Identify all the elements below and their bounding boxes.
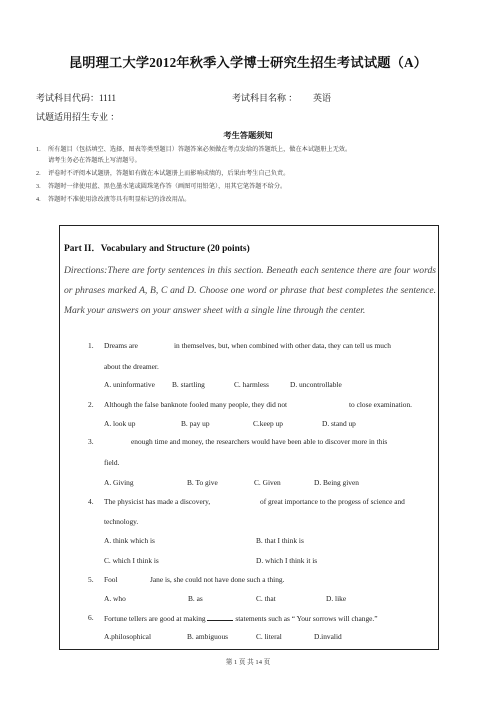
option-a: A. uninformative xyxy=(104,380,155,389)
option-c: C. literal xyxy=(256,632,282,641)
notice-item-number: 1. xyxy=(36,146,41,153)
option-b: B. To give xyxy=(187,478,218,487)
question-text: of great importance to the progess of science and xyxy=(260,497,405,506)
question-text: Although the false banknote fooled many people, they did not xyxy=(104,400,288,409)
exam-code: 考试科目代码：1111 xyxy=(36,93,116,103)
notice-item xyxy=(36,144,351,153)
option-b: B. that I think is xyxy=(256,536,304,545)
option-d: D.invalid xyxy=(314,632,342,641)
option-d: D. like xyxy=(326,594,347,603)
notice-item-number: 2. xyxy=(36,170,41,177)
question-text: Fool xyxy=(104,575,118,584)
option-b: B. ambiguous xyxy=(187,632,229,641)
question-text: Jane is, she could not have done such a thing. xyxy=(150,575,285,584)
question-text: The physicist has made a discovery, xyxy=(104,497,211,506)
notice-item-text: 评卷时不评阅本试题册，答题如有做在本试题册上而影响成绩的，后果由考生自己负责。 xyxy=(48,170,290,177)
option-a: A.philosophical xyxy=(104,632,152,641)
answer-blank xyxy=(207,613,233,621)
notice-item-text: 答题时不准使用涂改液等具有明显标记的涂改用品。 xyxy=(48,196,191,203)
part-title: Part II．Vocabulary and Structure (20 points) xyxy=(64,244,250,254)
applicable-major: 试题适用招生专业 ： xyxy=(36,112,120,122)
notice-item xyxy=(36,194,190,203)
question-text-continued: about the dreamer. xyxy=(104,362,159,371)
option-b: B. startling xyxy=(172,380,205,389)
exam-subject-value: 英语 xyxy=(313,93,332,103)
option-c: C. which I think is xyxy=(104,556,159,565)
question-number: 4. xyxy=(88,497,94,506)
question-text: to close examination. xyxy=(349,400,413,409)
directions: Directions:There are forty sentences in this section. Beneath each sentence there are four words or phrases marked A, B, C and D. Choose one word or phrase that best completes the sentence. Mark your answers on your answer sheet with a single line through the center. xyxy=(64,265,436,316)
notice-title: 考生答题须知 xyxy=(223,131,273,140)
page-title: 昆明理工大学2012年秋季入学博士研究生招生考试试题（A） xyxy=(68,55,428,70)
notice-item-continued: 请考生务必在答题纸上写清题号。 xyxy=(48,157,141,164)
option-d: D. stand up xyxy=(322,419,356,428)
question-text-continued: technology. xyxy=(104,517,139,526)
option-c: C. that xyxy=(256,594,276,603)
option-a: A. think which is xyxy=(104,536,155,545)
option-c: C. Given xyxy=(254,478,281,487)
question-text: enough time and money, the researchers would have been able to discover more in this xyxy=(131,437,388,446)
option-d: D. uncontrollable xyxy=(290,380,342,389)
question-number: 2. xyxy=(88,400,94,409)
question-number: 6. xyxy=(88,613,94,622)
question-text-continued: field. xyxy=(104,458,120,467)
question-text-part: Fortune tellers are good at making xyxy=(104,614,206,623)
notice-item-text: 所有题目（包括填空、选择、图表等类型题目）答题答案必须做在考点发给的答题纸上，做在本试题册上无效。 xyxy=(48,146,352,153)
option-d: D. Being given xyxy=(314,478,359,487)
notice-item-text: 答题时一律使用蓝、黑色墨水笔或圆珠笔作答（画图可用铅笔），用其它笔答题不给分。 xyxy=(48,183,287,190)
option-a: A. who xyxy=(104,594,126,603)
exam-subject-label: 考试科目名称 ： xyxy=(232,93,298,103)
option-d: D. which I think it is xyxy=(256,556,318,565)
option-c: C.keep up xyxy=(253,419,283,428)
question-number: 3. xyxy=(88,437,94,446)
question-text-part: statements such as “ Your sorrows will change.” xyxy=(235,614,378,623)
notice-item xyxy=(36,168,289,177)
option-c: C. harmless xyxy=(234,380,269,389)
question-text xyxy=(104,613,378,623)
option-b: B. pay up xyxy=(181,419,210,428)
question-text: Dreams are xyxy=(104,341,138,350)
option-a: A. Giving xyxy=(104,478,134,487)
option-b: B. as xyxy=(188,594,203,603)
notice-item-number: 4. xyxy=(36,196,41,203)
question-number: 1. xyxy=(88,341,94,350)
notice-item-number: 3. xyxy=(36,183,41,190)
question-number: 5. xyxy=(88,575,94,584)
question-text: in themselves, but, when combined with other data, they can tell us much xyxy=(174,341,391,350)
notice-item xyxy=(36,181,286,190)
page-footer: 第 1 页 共 14 页 xyxy=(225,659,271,666)
option-a: A. look up xyxy=(104,419,136,428)
